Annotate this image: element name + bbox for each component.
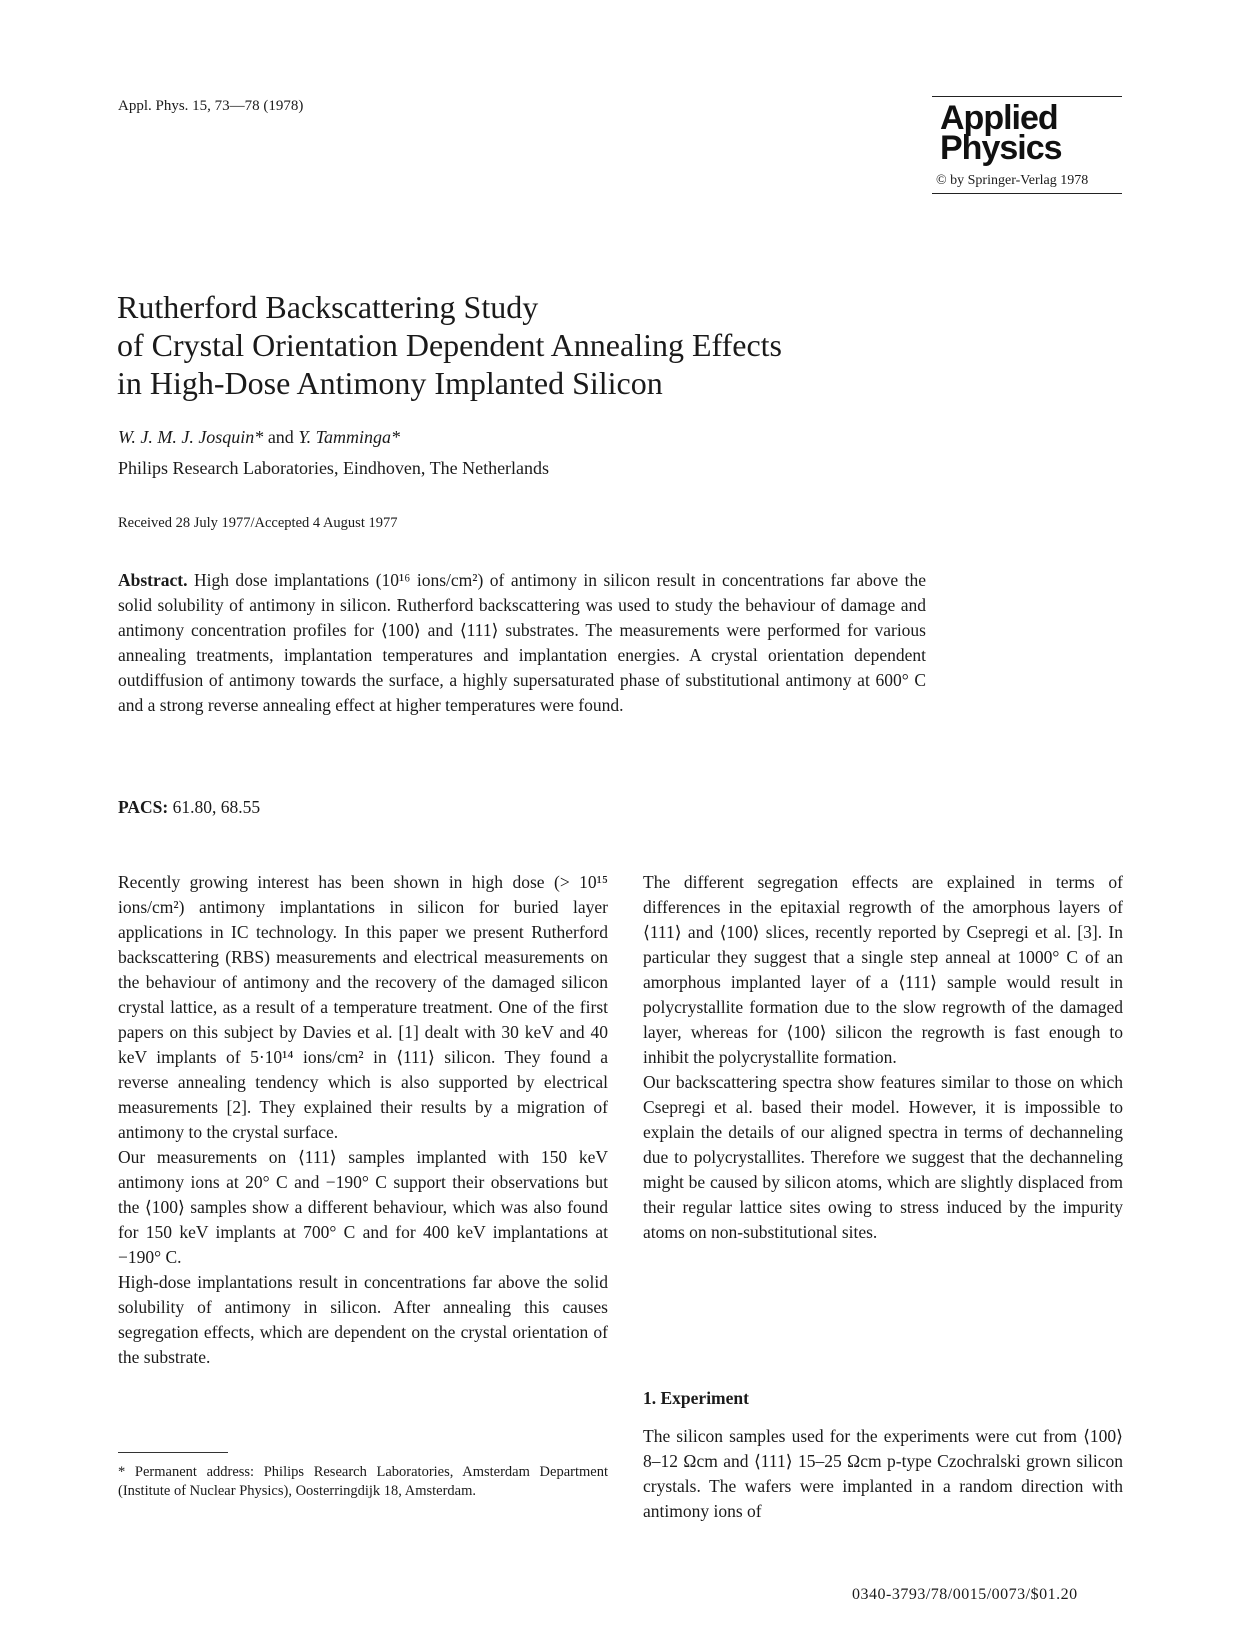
abstract: [118, 568, 926, 718]
body-paragraph: Recently growing interest has been shown in high dose (> 10¹⁵ ions/cm²) antimony implantations in silicon for buried layer applications in IC technology. In this paper we present Rutherford backscattering (RBS) measurements and electrical measurements on the behaviour of antimony and the recovery of the damaged silicon crystal lattice, as a result of a temperature treatment. One of the first papers on this subject by Davies et al. [1] dealt with 30 keV and 40 keV implants of 5·10¹⁴ ions/cm² in ⟨111⟩ silicon. They found a reverse annealing tendency which is also supported by electrical measurements [2]. They explained their results by a migration of antimony to the crystal surface.: [118, 872, 608, 1142]
journal-masthead: [932, 96, 1122, 194]
footnote-divider: [118, 1452, 228, 1453]
paper-title: [117, 288, 997, 402]
pacs-value: 61.80, 68.55: [172, 797, 261, 817]
body-paragraph: High-dose implantations result in concentrations far above the solid solubility of antimony in silicon. After annealing this causes segregation effects, which are dependent on the crystal orientation of the substrate.: [118, 1272, 608, 1367]
pacs-label: PACS:: [118, 797, 169, 817]
body-column-left: [118, 870, 608, 1370]
journal-logo: [940, 99, 1122, 167]
section-paragraph: The silicon samples used for the experiments were cut from ⟨100⟩ 8–12 Ωcm and ⟨111⟩ 15–25 Ωcm p-type Czochralski grown silicon crystals. The wafers were implanted in a random direction with antimony ions of: [643, 1426, 1123, 1521]
copyright-notice: © by Springer-Verlag 1978: [936, 173, 1089, 188]
title-line: in High-Dose Antimony Implanted Silicon: [117, 365, 663, 401]
body-paragraph: Our backscattering spectra show features similar to those on which Csepregi et al. based their model. However, it is impossible to explain the details of our aligned spectra in terms of dechanneling due to polycrystallites. Therefore we suggest that the dechanneling might be caused by silicon atoms, which are slightly displaced from their regular lattice sites owing to stress induced by the impurity atoms on non-substitutional sites.: [643, 1072, 1123, 1242]
journal-citation: Appl. Phys. 15, 73—78 (1978): [118, 98, 304, 114]
journal-logo-line2: Physics: [940, 129, 1062, 167]
author-affiliation: Philips Research Laboratories, Eindhoven, The Netherlands: [118, 458, 550, 478]
body-paragraph: The different segregation effects are explained in terms of differences in the epitaxial regrowth of the amorphous layers of ⟨111⟩ and ⟨100⟩ slices, recently reported by Csepregi et al. [3]. In particular they suggest that a single step anneal at 1000° C of an amorphous implanted layer of a ⟨111⟩ sample would result in polycrystallite formation due to the slow regrowth of the damaged layer, whereas for ⟨100⟩ silicon the regrowth is fast enough to inhibit the polycrystallite formation.: [643, 872, 1123, 1067]
author-conjunction: and: [267, 427, 294, 447]
body-column-right: [643, 870, 1123, 1245]
masthead-bottom-rule: [932, 193, 1122, 194]
section-heading: 1. Experiment: [643, 1388, 749, 1408]
footnote: * Permanent address: Philips Research Laboratories, Amsterdam Department (Institute of Nuclear Physics), Oosterringdijk 18, Amsterdam.: [118, 1464, 608, 1499]
author-line: [118, 427, 400, 448]
title-line: of Crystal Orientation Dependent Annealing Effects: [117, 327, 782, 363]
author-name: W. J. M. J. Josquin*: [118, 427, 264, 447]
issn-code: 0340-3793/78/0015/0073/$01.20: [852, 1586, 1078, 1603]
abstract-label: Abstract.: [118, 570, 188, 590]
abstract-text: High dose implantations (10¹⁶ ions/cm²) of antimony in silicon result in concentrations far above the solid solubility of antimony in silicon. Rutherford backscattering was used to study the behaviour of damage and antimony concentration profiles for ⟨100⟩ and ⟨111⟩ substrates. The measurements were performed for various annealing treatments, implantation temperatures and implantation energies. A crystal orientation dependent outdiffusion of antimony towards the surface, a highly supersaturated phase of substitutional antimony at 600° C and a strong reverse annealing effect at higher temperatures were found.: [118, 570, 927, 715]
masthead-top-rule: [932, 96, 1122, 97]
body-paragraph: Our measurements on ⟨111⟩ samples implanted with 150 keV antimony ions at 20° C and −190° C support their observations but the ⟨100⟩ samples show a different behaviour, which was also found for 150 keV implants at 700° C and for 400 keV implantations at −190° C.: [118, 1147, 608, 1267]
journal-logo-line1: Applied: [940, 99, 1058, 137]
received-dates: Received 28 July 1977/Accepted 4 August 1977: [118, 515, 398, 531]
author-name: Y. Tamminga*: [298, 427, 401, 447]
title-line: Rutherford Backscattering Study: [117, 289, 539, 325]
pacs-codes: [118, 797, 260, 818]
